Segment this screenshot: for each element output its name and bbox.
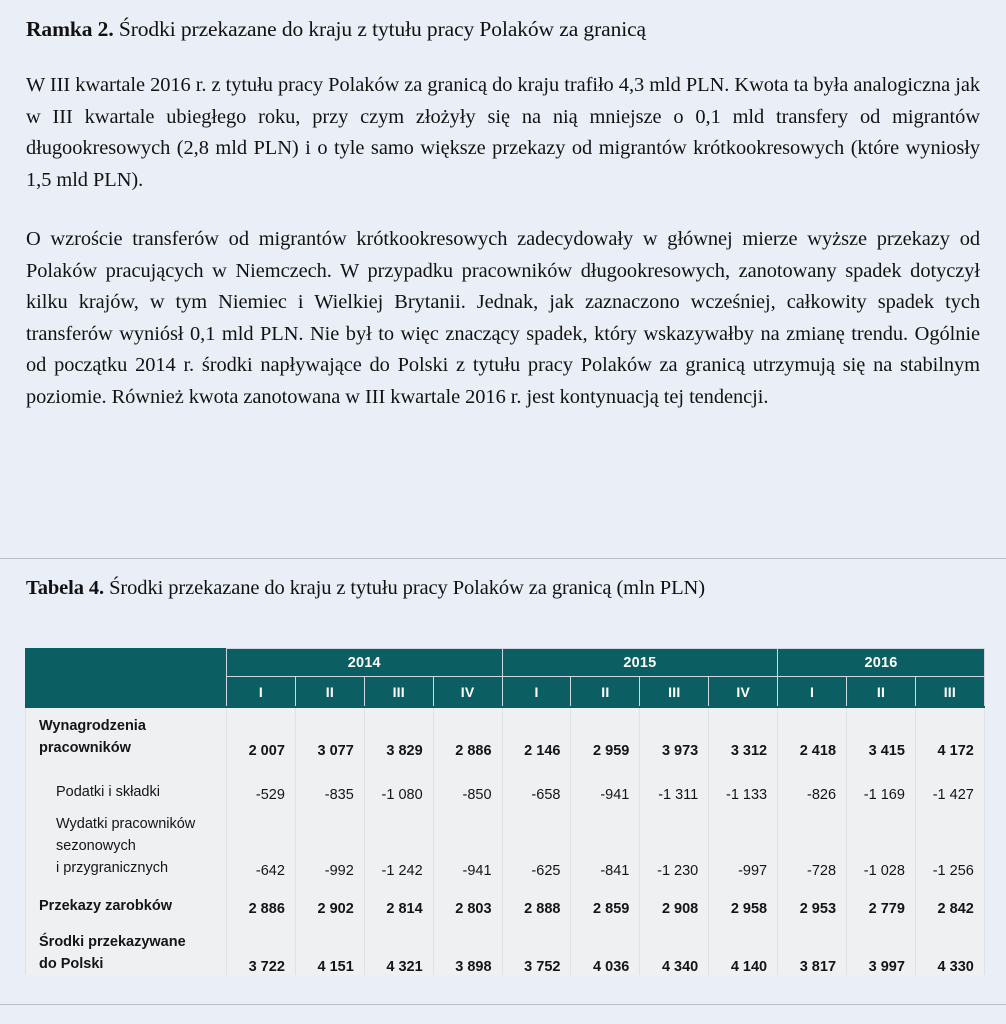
table-header-year-row: [26, 649, 985, 677]
table-row-label: [26, 879, 227, 917]
table-header-quarter-2014-III: III: [364, 677, 433, 708]
table-header-quarter-2016-III: III: [915, 677, 984, 708]
table-row-label-line: Podatki i składki: [56, 784, 160, 800]
table-row-label-line: do Polski: [39, 956, 104, 972]
table-row-label-line: sezonowych: [56, 838, 136, 854]
table-row-label-line: Wynagrodzenia: [39, 718, 146, 734]
table-row: [26, 917, 985, 975]
table-cell-value: 3 077: [295, 707, 364, 759]
table-header-quarter-2016-II: II: [847, 677, 916, 708]
table-cell-value: 2 859: [571, 879, 640, 917]
table-header-quarter-2015-IV: IV: [709, 677, 778, 708]
table-header-quarter-2015-III: III: [640, 677, 709, 708]
table-cell-value: 3 997: [847, 917, 916, 975]
table-row-label-line: Wydatki pracowników: [56, 816, 196, 832]
table-cell-value: -642: [227, 803, 296, 879]
table-cell-value: 3 829: [364, 707, 433, 759]
table-cell-value: -1 028: [847, 803, 916, 879]
table-row: [26, 707, 985, 759]
box-heading: [26, 14, 980, 44]
table-caption-lead: Tabela 4.: [26, 577, 105, 599]
table-header-year-2016: 2016: [778, 649, 985, 677]
divider-above-table-caption: [0, 558, 1006, 559]
table-cell-value: 3 415: [847, 707, 916, 759]
box-paragraph-2: O wzroście transferów od migrantów krótkookresowych zadecydowały w głównej mierze wyższe przekazy od Polaków pracujących w Niemczech. W przypadku pracowników długookresowych, zanotowany spadek dotyczył kilku krajów, w tym Niemiec i Wielkiej Brytanii. Jednak, jak zaznaczono wcześniej, całkowity spadek tych transferów wyniósł 0,1 mld PLN. Nie był to więc znaczący spadek, który wskazywałby na zmianę trendu. Ogólnie od początku 2014 r. środki napływające do Polski z tytułu pracy Polaków za granicą utrzymują się na stabilnym poziomie. Również kwota zanotowana w III kwartale 2016 r. jest kontynuacją tej tendencji.: [26, 228, 980, 408]
table-row-label-line: Przekazy zarobków: [39, 898, 172, 914]
table-cell-value: 2 418: [778, 707, 847, 759]
table-row-label-line: Środki przekazywane: [39, 934, 186, 950]
table-cell-value: -1 311: [640, 759, 709, 803]
table-row-label-line: pracowników: [39, 740, 131, 756]
table-cell-value: 2 146: [502, 707, 571, 759]
table-cell-value: -941: [433, 803, 502, 879]
table-header-year-2014: 2014: [227, 649, 503, 677]
table-cell-value: 2 886: [433, 707, 502, 759]
table-cell-value: 3 898: [433, 917, 502, 975]
table-header-quarter-2014-I: I: [227, 677, 296, 708]
table-caption: [26, 574, 984, 602]
table-cell-value: 2 908: [640, 879, 709, 917]
table-cell-value: -658: [502, 759, 571, 803]
table-cell-value: 4 340: [640, 917, 709, 975]
table-cell-value: 3 817: [778, 917, 847, 975]
table-cell-value: 2 803: [433, 879, 502, 917]
table-cell-value: 2 959: [571, 707, 640, 759]
box-heading-rest: Środki przekazane do kraju z tytułu pracy Polaków za granicą: [113, 17, 646, 41]
table-header-quarter-2016-I: I: [778, 677, 847, 708]
table-header-quarter-2015-II: II: [571, 677, 640, 708]
table-cell-value: 4 330: [915, 917, 984, 975]
table-row-label-line: i przygranicznych: [56, 860, 169, 876]
table-cell-value: 2 007: [227, 707, 296, 759]
table-cell-value: 2 814: [364, 879, 433, 917]
table-cell-value: 4 321: [364, 917, 433, 975]
table-cell-value: 2 779: [847, 879, 916, 917]
table-cell-value: 2 842: [915, 879, 984, 917]
table-cell-value: -826: [778, 759, 847, 803]
table-cell-value: -1 169: [847, 759, 916, 803]
table-cell-value: -1 230: [640, 803, 709, 879]
table-row: [26, 879, 985, 917]
table-row-label: [26, 759, 227, 803]
table-row: [26, 803, 985, 879]
table-cell-value: -992: [295, 803, 364, 879]
table-cell-value: -625: [502, 803, 571, 879]
remittances-table: [25, 648, 985, 975]
table-header-quarter-2014-II: II: [295, 677, 364, 708]
table-cell-value: 4 151: [295, 917, 364, 975]
table-cell-value: -997: [709, 803, 778, 879]
table-cell-value: 3 752: [502, 917, 571, 975]
table-cell-value: -1 080: [364, 759, 433, 803]
divider-below-table: [0, 1004, 1006, 1005]
box-paragraph-1: W III kwartale 2016 r. z tytułu pracy Polaków za granicą do kraju trafiło 4,3 mld PLN. Kwota ta była analogiczna jak w III kwartale ubiegłego roku, przy czym złożyły się na nią mniejsze o 0,1 mld transfery od migrantów długookresowych (2,8 mld PLN) i o tyle samo większe przekazy od migrantów krótkookresowych (które wyniosły 1,5 mld PLN).: [26, 74, 980, 191]
table-cell-value: 2 902: [295, 879, 364, 917]
table-row-label: [26, 707, 227, 759]
table-cell-value: 4 036: [571, 917, 640, 975]
table-body: [26, 707, 985, 975]
table-cell-value: -728: [778, 803, 847, 879]
table-header-quarter-2014-IV: IV: [433, 677, 502, 708]
table-cell-value: -941: [571, 759, 640, 803]
table-container: [25, 648, 984, 975]
box-heading-lead: Ramka 2.: [26, 17, 114, 41]
table-cell-value: 2 886: [227, 879, 296, 917]
table-cell-value: 3 973: [640, 707, 709, 759]
table-header-corner: [26, 649, 227, 708]
table-cell-value: 3 312: [709, 707, 778, 759]
table-header-quarter-2015-I: I: [502, 677, 571, 708]
table-cell-value: 4 172: [915, 707, 984, 759]
table-cell-value: 2 953: [778, 879, 847, 917]
ramka-box-section: [0, 0, 1006, 413]
table-cell-value: 2 888: [502, 879, 571, 917]
table-header: [26, 649, 985, 708]
table-cell-value: 4 140: [709, 917, 778, 975]
table-cell-value: -850: [433, 759, 502, 803]
table-row: [26, 759, 985, 803]
table-cell-value: -1 242: [364, 803, 433, 879]
table-cell-value: -841: [571, 803, 640, 879]
table-cell-value: -1 133: [709, 759, 778, 803]
table-cell-value: -1 256: [915, 803, 984, 879]
table-row-label: [26, 803, 227, 879]
table-cell-value: -529: [227, 759, 296, 803]
table-row-label: [26, 917, 227, 975]
table-header-year-2015: 2015: [502, 649, 778, 677]
table-cell-value: -1 427: [915, 759, 984, 803]
table-cell-value: -835: [295, 759, 364, 803]
table-cell-value: 2 958: [709, 879, 778, 917]
table-cell-value: 3 722: [227, 917, 296, 975]
table-caption-rest: Środki przekazane do kraju z tytułu pracy Polaków za granicą (mln PLN): [104, 577, 705, 599]
